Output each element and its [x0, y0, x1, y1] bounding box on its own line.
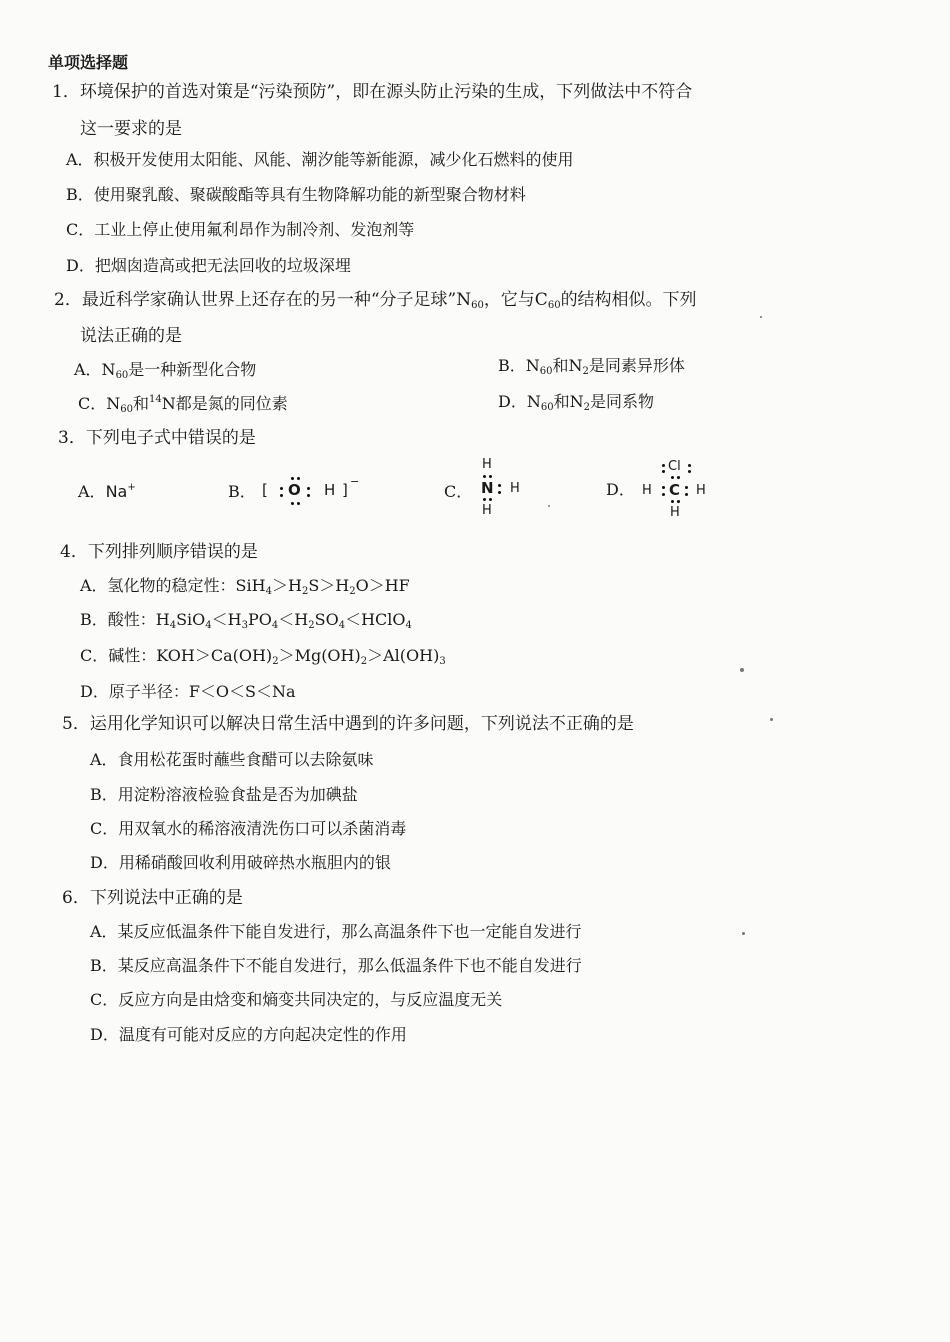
question-3-option-c-formula: [474, 456, 534, 520]
question-5-option-c: C．用双氧水的稀溶液清洗伤口可以杀菌消毒: [90, 819, 407, 838]
question-1-option-c: C．工业上停止使用氟利昂作为制冷剂、发泡剂等: [66, 220, 415, 239]
question-4-option-c: [80, 646, 446, 667]
q3a-label: A．: [78, 482, 106, 501]
q2d-sub: 2: [583, 402, 590, 413]
q2d-part: D．N: [498, 392, 541, 411]
q4c-sub: 2: [272, 656, 279, 667]
q4a-part: S＞H: [308, 576, 350, 595]
q4b-part: ＜HClO: [345, 610, 406, 629]
q2d-part: 是同系物: [589, 392, 654, 411]
question-1-option-a: A．积极开发使用太阳能、风能、潮汐能等新能源，减少化石燃料的使用: [66, 150, 574, 169]
question-1-option-d: D．把烟囱造高或把无法回收的垃圾深埋: [66, 256, 351, 275]
q4b-sub: 4: [338, 620, 346, 631]
q2c-part: C．N: [78, 394, 121, 413]
q2b-sub: 2: [582, 366, 589, 377]
q3d-h-right: H: [696, 483, 706, 498]
q2-stem-part: 的结构相似。下列: [560, 290, 697, 310]
q3d-h-left: H: [642, 483, 652, 498]
question-2-option-d: [498, 392, 654, 413]
scan-speck: [742, 932, 745, 935]
q3b-left-bracket: [: [262, 481, 268, 499]
q2a-part: 是一种新型化合物: [128, 360, 257, 379]
q3b-hydrogen: H: [324, 481, 336, 499]
q3c-h-bottom: H: [482, 503, 492, 518]
question-3-option-b-label: B．: [228, 482, 256, 501]
q4b-sub: 4: [205, 620, 212, 631]
q4c-sub: 3: [439, 656, 446, 667]
question-3-option-a: [78, 484, 136, 500]
question-5-option-d: D．用稀硝酸回收利用破碎热水瓶胆内的银: [90, 853, 391, 872]
q4c-part: ＞Mg(OH): [278, 646, 361, 665]
question-2-stem-line1: [54, 292, 697, 309]
q3d-h-bottom: H: [670, 505, 680, 520]
question-6-option-d: D．温度有可能对反应的方向起决定性的作用: [90, 1025, 407, 1044]
q3c-nitrogen: N: [481, 479, 494, 497]
question-5-option-b: B．用淀粉溶液检验食盐是否为加碘盐: [90, 785, 358, 804]
q4a-sub: 4: [265, 586, 272, 597]
q3a-formula: Na: [105, 482, 128, 501]
question-3-option-d-label: D．: [606, 480, 635, 499]
q3b-oxygen: O: [288, 481, 301, 499]
q2-stem-part: 2．最近科学家确认世界上还存在的另一种“分子足球”N: [54, 290, 472, 310]
scan-speck: [760, 316, 762, 318]
q4a-part: A．氢化物的稳定性：SiH: [80, 576, 266, 595]
q2d-part: 和N: [553, 392, 584, 411]
question-4-stem: 4．下列排列顺序错误的是: [60, 542, 258, 562]
q3a-charge: +: [127, 482, 136, 493]
question-3-option-b-formula: [262, 472, 372, 512]
question-2-option-a: [74, 360, 257, 381]
q4b-part: PO: [248, 610, 272, 629]
q4b-sub: 3: [241, 620, 249, 631]
question-1-option-b: B．使用聚乳酸、聚碳酸酯等具有生物降解功能的新型聚合物材料: [66, 185, 526, 204]
question-3-option-d-formula: [640, 456, 720, 522]
q2-stem-sub: 60: [547, 300, 561, 311]
scan-speck: [770, 718, 773, 721]
q4b-sub: 2: [308, 620, 315, 631]
q2c-sub: 60: [120, 404, 133, 415]
q2c-part: 和: [132, 394, 149, 413]
scan-speck: [548, 505, 550, 507]
question-6-option-c: C．反应方向是由焓变和熵变共同决定的，与反应温度无关: [90, 990, 503, 1009]
q3c-h-right: H: [510, 481, 520, 496]
q4a-part: ＞H: [271, 576, 302, 595]
question-2-option-b: [498, 356, 685, 377]
q2b-part: B．N: [498, 356, 540, 375]
question-3-stem: 3．下列电子式中错误的是: [58, 428, 256, 448]
question-4-option-a: [80, 576, 410, 597]
q3c-h-top: H: [482, 457, 492, 472]
q3b-right-bracket: ]: [342, 481, 348, 499]
question-6-stem: 6．下列说法中正确的是: [62, 888, 243, 908]
question-2-stem-line2: 说法正确的是: [80, 326, 182, 346]
q4c-part: C．碱性：KOH＞Ca(OH): [80, 646, 273, 665]
scan-speck: [740, 668, 744, 672]
question-5-option-a: A．食用松花蛋时蘸些食醋可以去除氨味: [90, 750, 374, 769]
question-4-option-d: D．原子半径：F＜O＜S＜Na: [80, 682, 296, 701]
q4a-sub: 2: [301, 586, 309, 597]
q4b-sub: 4: [169, 620, 177, 631]
q4b-part: ＜H: [278, 610, 309, 629]
q3d-carbon: C: [669, 481, 681, 499]
q2b-part: 是同素异形体: [588, 356, 685, 375]
q4b-part: ＜H: [211, 610, 242, 629]
question-4-option-b: [80, 610, 412, 631]
q2-stem-part: ，它与C: [483, 290, 548, 310]
q2a-sub: 60: [115, 370, 129, 381]
q2c-sup: 14: [149, 394, 162, 405]
question-6-option-b: B．某反应高温条件下不能自发进行，那么低温条件下也不能自发进行: [90, 956, 582, 975]
q4b-part: SO: [314, 610, 339, 629]
question-1-stem-line2: 这一要求的是: [80, 119, 182, 139]
q4c-part: ＞Al(OH): [367, 646, 440, 665]
q2b-part: 和N: [552, 356, 583, 375]
question-1-stem-line1: 1．环境保护的首选对策是“污染预防”，即在源头防止污染的生成，下列做法中不符合: [52, 82, 693, 102]
q4a-sub: 2: [349, 586, 356, 597]
q2d-sub: 60: [540, 402, 554, 413]
q4b-part: SiO: [176, 610, 206, 629]
question-6-option-a: A．某反应低温条件下能自发进行，那么高温条件下也一定能自发进行: [90, 922, 582, 941]
q4b-part: B．酸性：H: [80, 610, 170, 629]
q4c-sub: 2: [360, 656, 368, 667]
question-5-stem: 5．运用化学知识可以解决日常生活中遇到的许多问题，下列说法不正确的是: [62, 714, 634, 734]
section-title: 单项选择题: [48, 53, 129, 72]
q3b-charge: −: [350, 475, 360, 488]
q4b-sub: 4: [405, 620, 412, 631]
q2-stem-sub: 60: [471, 300, 484, 311]
question-2-option-c: [78, 394, 288, 415]
q2c-part: N都是氮的同位素: [161, 394, 288, 413]
question-3-option-c-label: C．: [444, 482, 473, 501]
q4a-part: O＞HF: [355, 576, 410, 595]
q4b-sub: 4: [271, 620, 279, 631]
q2a-part: A．N: [74, 360, 116, 379]
q3d-chlorine: Cl: [668, 459, 681, 474]
q2b-sub: 60: [539, 366, 553, 377]
